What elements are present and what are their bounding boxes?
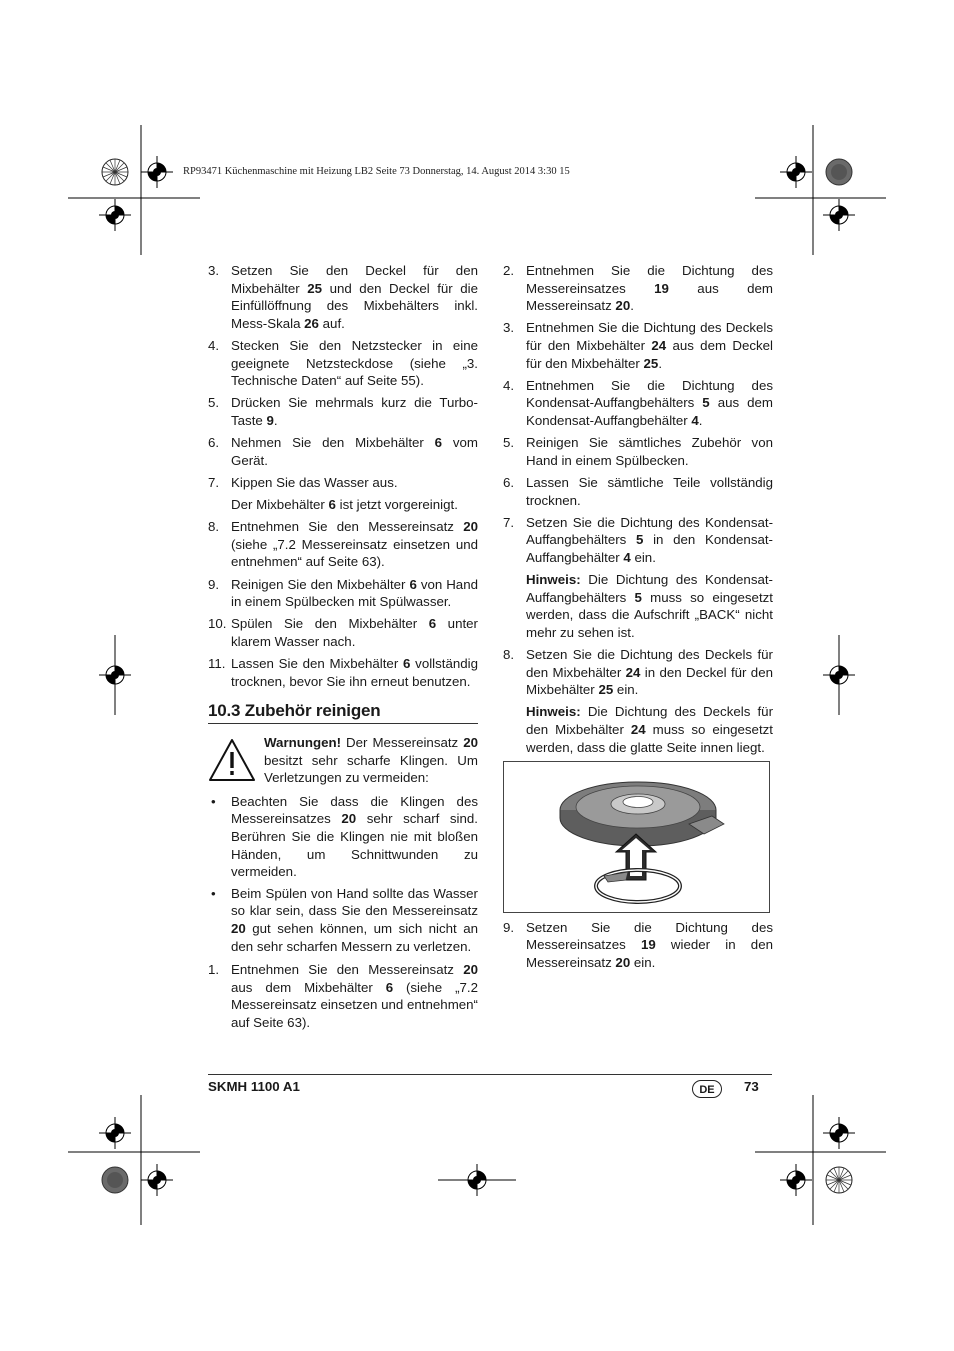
step-1: 1. Entnehmen Sie den Messereinsatz 20 aus dem Mixbehälter 6 (siehe „7.2 Messereinsatz einsetzen und entnehmen“ auf Seite 63). — [208, 962, 478, 1030]
right-column — [503, 262, 773, 976]
step-3: 3. Setzen Sie den Deckel für den Mixbehälter 25 und den Deckel für die Einfüllöffnung des Mixbehälters inkl. Mess-Skala 26 auf. — [208, 263, 478, 331]
step-2: 2. Entnehmen Sie die Dichtung des Messereinsatzes 19 aus dem Messereinsatz 20. — [503, 263, 773, 314]
warning-triangle-icon — [208, 734, 264, 787]
step-8: 8. Setzen Sie die Dichtung des Deckels für den Mixbehälter 24 in den Deckel für den Mixbehälter 25 ein. — [503, 647, 773, 698]
left-column — [208, 262, 478, 1036]
lid-seal-drawing — [504, 762, 769, 912]
warning-bullet: • Beim Spülen von Hand sollte das Wasser so klar sein, dass Sie den Messereinsatz 20 gut sehen können, um sich nicht an den sehr scharfen Messern zu verletzen. — [211, 885, 478, 954]
step-6: 6. Nehmen Sie den Mixbehälter 6 vom Gerät. — [208, 435, 478, 468]
step-5: 5. Reinigen Sie sämtliches Zubehör von Hand in einem Spülbecken. — [503, 435, 773, 468]
step-6: 6. Lassen Sie sämtliche Teile vollständig trocknen. — [503, 474, 773, 508]
hint-label: Hinweis: — [526, 572, 581, 588]
step-9: 9. Reinigen Sie den Mixbehälter 6 von Hand in einem Spülbecken mit Spülwasser. — [208, 576, 478, 610]
step-7: 7. Setzen Sie die Dichtung des Kondensat-Auffangbehälters 5 in den Kondensat-Auffangbehälter 4 ein. — [503, 514, 773, 565]
page-number: 73 — [744, 1079, 759, 1094]
step-4: 4. Entnehmen Sie die Dichtung des Kondensat-Auffangbehälters 5 aus dem Kondensat-Auffangbehälter 4. — [503, 377, 773, 428]
step-4: 4. Stecken Sie den Netzstecker in eine geeignete Netzsteckdose (siehe „3. Technische Daten“ auf Seite 55). — [208, 337, 478, 389]
footer-rule — [208, 1074, 772, 1075]
step-7: 7. Kippen Sie das Wasser aus. — [208, 474, 398, 490]
step-5: 5. Drücken Sie mehrmals kurz die Turbo-Taste 9. — [208, 395, 478, 428]
hint-label: Hinweis: — [526, 704, 581, 720]
section-rule — [208, 723, 478, 724]
section-heading: 10.3 Zubehör reinigen — [208, 701, 381, 721]
hint-7: Hinweis: Die Dichtung des Kondensat-Auffangbehälters 5 muss so eingesetzt werden, dass die Aufschrift „BACK“ nicht mehr zu sehen ist. — [526, 572, 773, 640]
step-3: 3. Entnehmen Sie die Dichtung des Deckels für den Mixbehälter 24 aus dem Deckel für den Mixbehälter 25. — [503, 320, 773, 371]
language-badge: DE — [692, 1080, 722, 1098]
warning-bullet: • Beachten Sie dass die Klingen des Messereinsatzes 20 sehr scharf sind. Berühren Sie die Klingen nie mit bloßen Händen, um Schnittwunden zu vermeiden. — [211, 793, 478, 880]
step-11: 11. Lassen Sie den Mixbehälter 6 vollständig trocknen, bevor Sie ihn erneut benutzen. — [208, 656, 478, 689]
warning-block: Warnungen! Der Messereinsatz 20 besitzt sehr scharfe Klingen. Um Verletzungen zu vermeiden: — [208, 734, 478, 787]
seal-illustration — [503, 761, 770, 913]
hint-8: Hinweis: Die Dichtung des Deckels für den Mixbehälter 24 muss so eingesetzt werden, dass die glatte Seite innen liegt. — [526, 704, 773, 755]
step-10: 10. Spülen Sie den Mixbehälter 6 unter klarem Wasser nach. — [208, 616, 478, 650]
warning-label: Warnungen! — [264, 735, 342, 750]
print-header: RP93471 Küchenmaschine mit Heizung LB2 Seite 73 Donnerstag, 14. August 2014 3:30 15 — [183, 166, 570, 177]
footer-model: SKMH 1100 A1 — [208, 1079, 300, 1094]
step-8: 8. Entnehmen Sie den Messereinsatz 20 (siehe „7.2 Messereinsatz einsetzen und entnehmen“ auf Seite 63). — [208, 519, 478, 570]
step-9: 9. Setzen Sie die Dichtung des Messereinsatzes 19 wieder in den Messereinsatz 20 ein. — [503, 919, 773, 970]
step-7-note: Der Mixbehälter 6 ist jetzt vorgereinigt. — [231, 497, 458, 513]
